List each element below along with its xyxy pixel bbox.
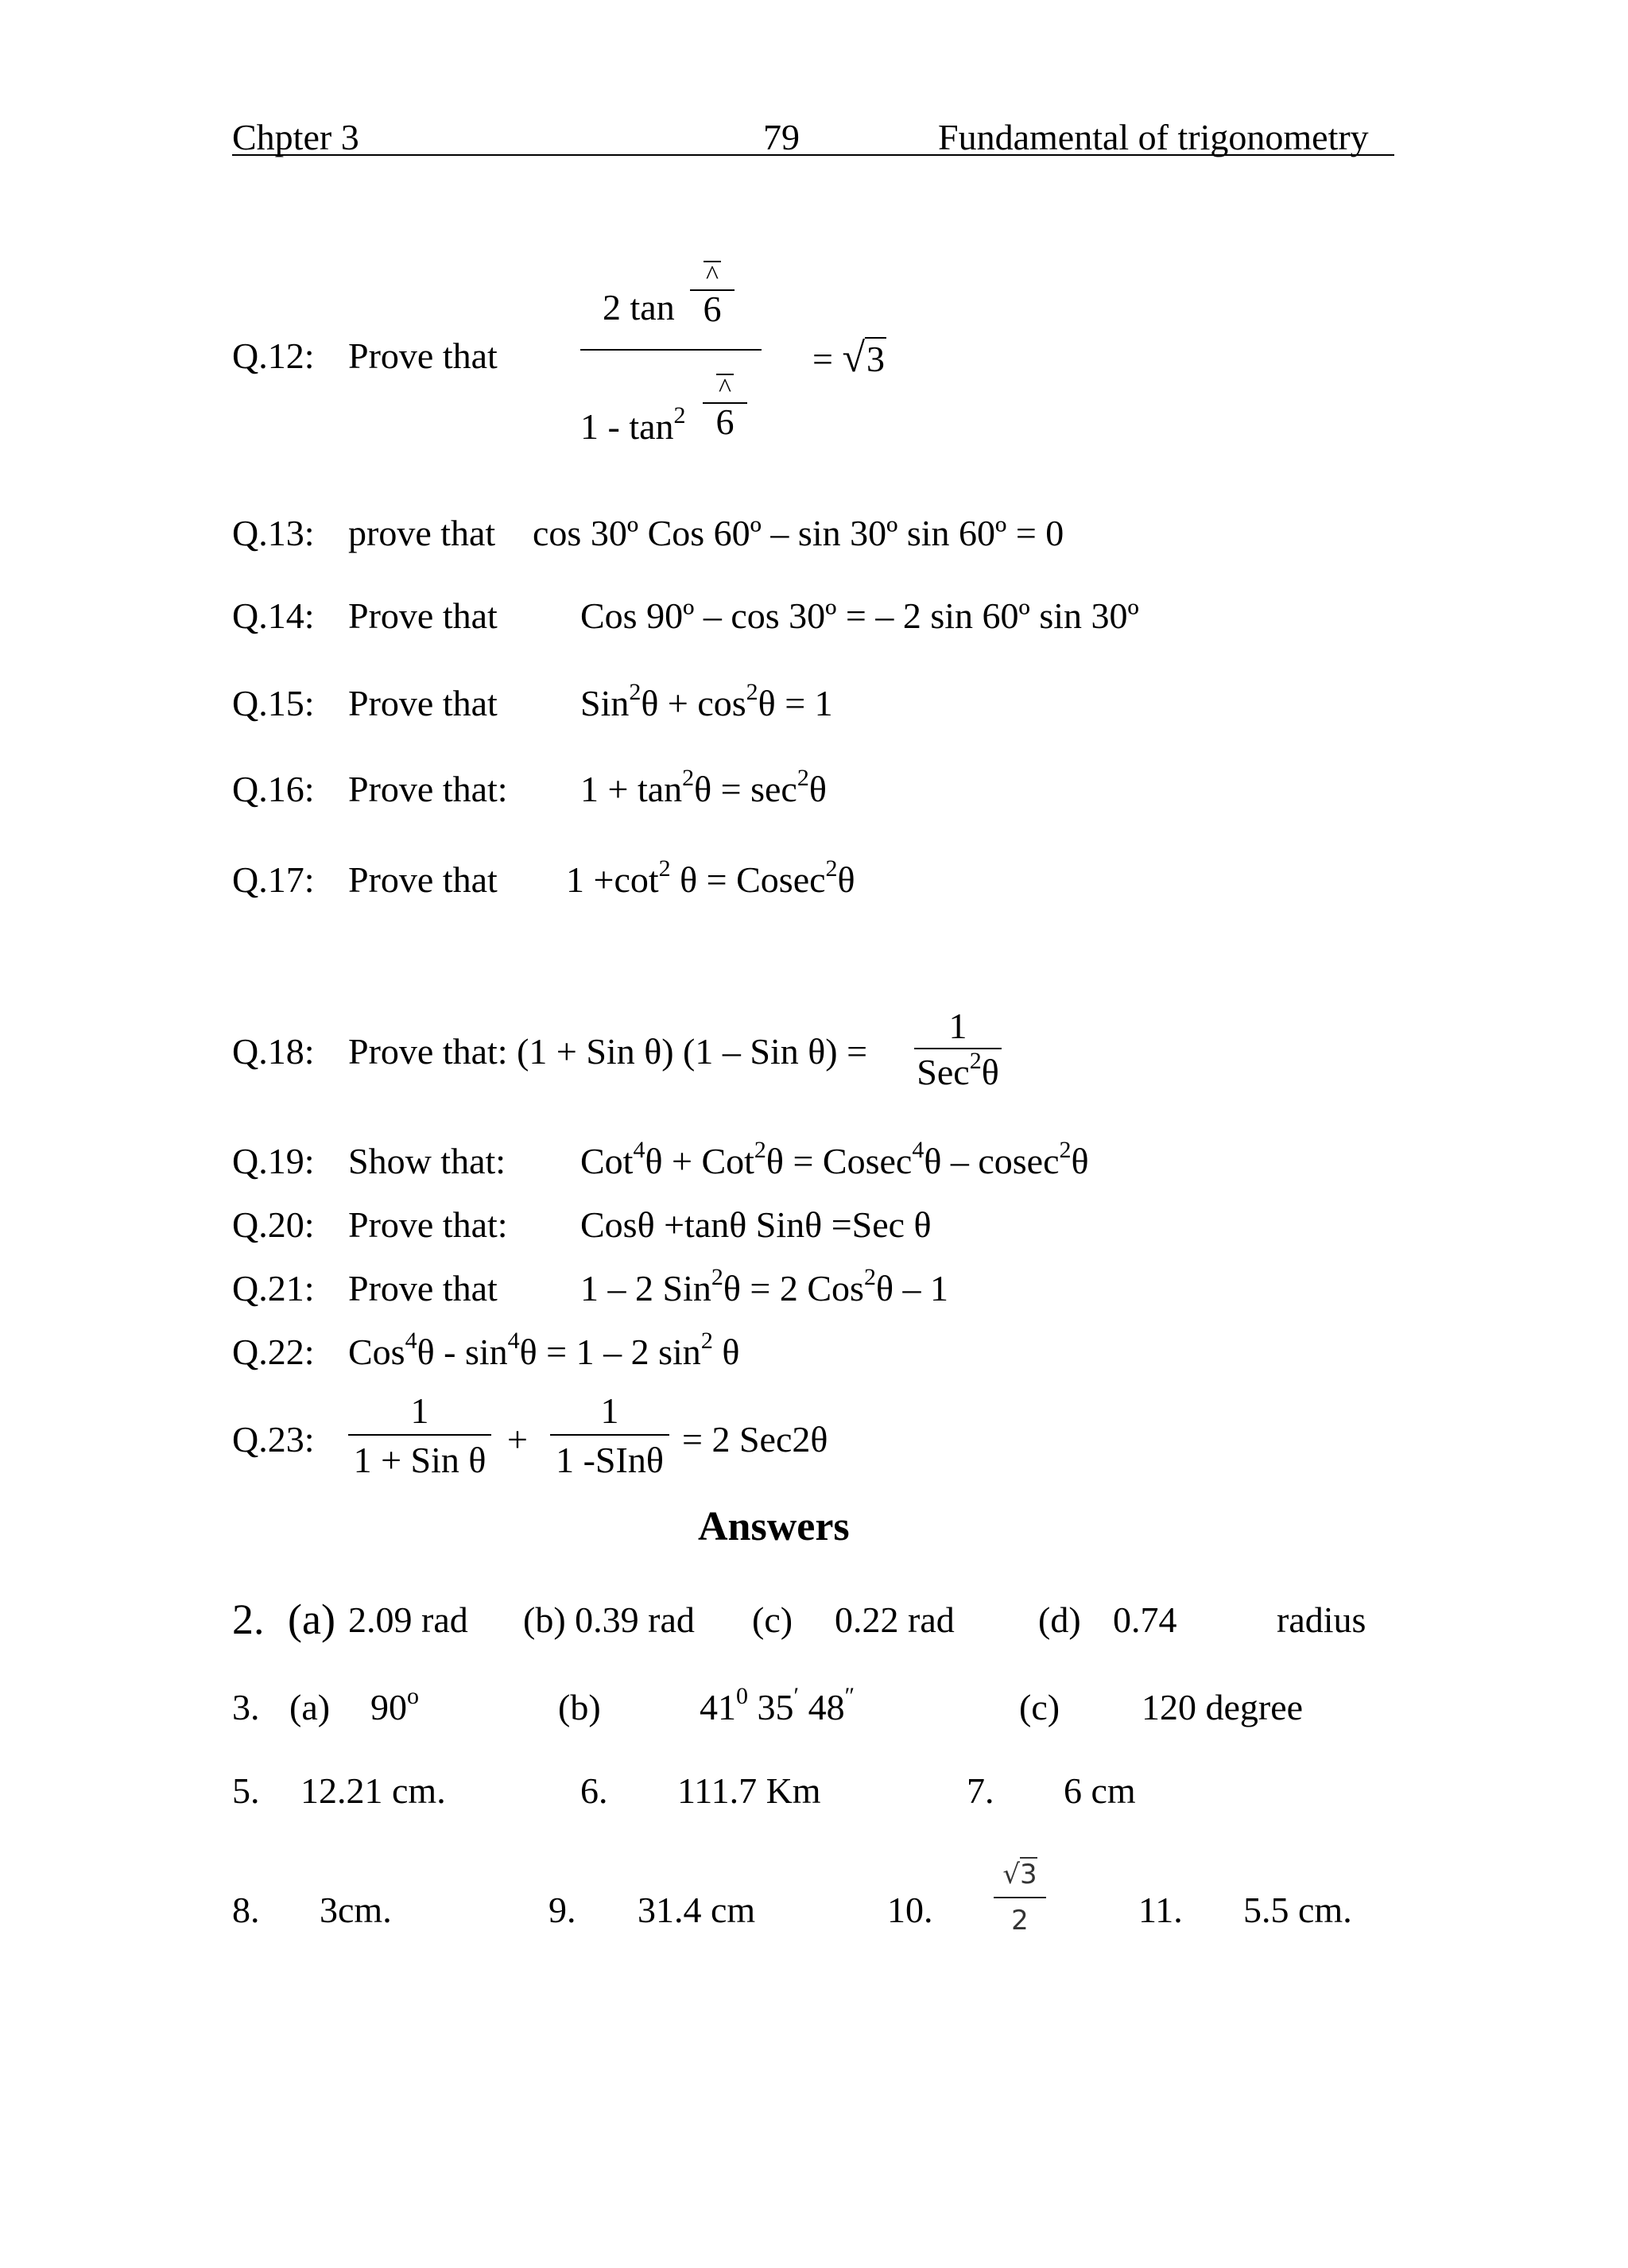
q23-numerator-1: 1 — [410, 1390, 429, 1431]
q15-lead: Prove that — [348, 683, 498, 723]
ans9-number: 9. — [548, 1890, 576, 1930]
ans10-radicand: 3 — [1020, 1859, 1037, 1890]
q23-plus: + — [507, 1419, 528, 1460]
q22-part-b: θ - sin — [417, 1332, 508, 1372]
lambda-glyph: ^ — [706, 261, 719, 290]
ans3-c-label: (c) — [1019, 1687, 1060, 1727]
q16-part-c: θ — [808, 769, 827, 809]
q16-part-a: 1 + tan — [580, 769, 683, 809]
q19-part-b: θ + Cot — [645, 1141, 754, 1181]
q22-part-a: Cos — [348, 1332, 405, 1372]
q21-expression — [580, 1264, 948, 1308]
ans7-number: 7. — [967, 1770, 994, 1811]
q21-part-a: 1 – 2 Sin — [580, 1268, 711, 1308]
q16-part-b: θ = sec — [694, 769, 797, 809]
q17-expression — [566, 855, 855, 900]
q12-rhs — [812, 335, 886, 381]
q19-part-d: θ – cosec — [924, 1141, 1060, 1181]
q19-expression — [580, 1137, 1089, 1181]
q23-denominator-2: 1 -SInθ — [556, 1440, 664, 1480]
ans11-value: 5.5 cm. — [1243, 1890, 1352, 1930]
q15-exp: 2 — [746, 679, 758, 705]
ans2-a-value: 2.09 rad — [348, 1599, 468, 1640]
ans10-denominator: 2 — [1011, 1905, 1029, 1937]
q13-expression: cos 30º Cos 60º – sin 30º sin 60º = 0 — [533, 513, 1064, 553]
ans2-d-label: (d) — [1038, 1599, 1081, 1640]
ans10-fraction — [994, 1859, 1046, 1937]
ans3-c-value: 120 degree — [1142, 1687, 1304, 1727]
q13-label: Q.13: — [232, 513, 315, 553]
q15-expression — [580, 679, 833, 723]
ans8-number: 8. — [232, 1890, 260, 1930]
q15-label: Q.15: — [232, 683, 315, 723]
q12-den-six: 6 — [715, 401, 735, 442]
q12-numerator-prefix: 2 tan — [603, 287, 675, 328]
ans3-a-num: 90 — [370, 1687, 407, 1727]
answers-heading: Answers — [698, 1504, 850, 1549]
q22-part-c: θ = 1 – 2 sin — [519, 1332, 701, 1372]
q15-part-a: Sin — [580, 683, 630, 723]
q22-part-d: θ — [712, 1332, 740, 1372]
q12-rhs-value: 3 — [866, 339, 885, 379]
q17-exp: 2 — [658, 855, 671, 882]
ans11-number: 11. — [1138, 1890, 1183, 1930]
ans3-b-deg-exp: 0 — [736, 1683, 748, 1709]
q18-denominator — [914, 1048, 1002, 1092]
ans3-b-sec-exp: ″ — [844, 1683, 855, 1709]
q21-part-c: θ – 1 — [875, 1268, 948, 1308]
q19-part-e: θ — [1071, 1141, 1089, 1181]
ans2-a-label: (a) — [288, 1595, 335, 1643]
q18-den-b: θ — [981, 1052, 999, 1092]
q13-lead: prove that — [348, 513, 496, 553]
ans3-a-label: (a) — [289, 1687, 331, 1727]
q12-denominator — [580, 402, 686, 447]
q23-label: Q.23: — [232, 1419, 315, 1460]
ans3-b-label: (b) — [558, 1687, 601, 1727]
q14-lead: Prove that — [348, 595, 498, 636]
q18-label: Q.18: — [232, 1031, 315, 1072]
q18-den-exp: 2 — [969, 1048, 982, 1074]
q23-fraction-bar-2 — [550, 1434, 669, 1436]
ans8-value: 3cm. — [320, 1890, 392, 1930]
ans3-b-sec: 48 — [799, 1687, 845, 1727]
ans3-number: 3. — [232, 1687, 260, 1727]
q17-part-b: θ = Cosec — [670, 859, 826, 900]
q23-numerator-2: 1 — [600, 1390, 619, 1431]
ans3-a-value — [370, 1683, 419, 1727]
ans3-b-value — [700, 1683, 855, 1727]
ans2-number: 2. — [232, 1595, 265, 1643]
q17-exp: 2 — [825, 855, 838, 882]
q19-label: Q.19: — [232, 1141, 315, 1181]
q16-exp: 2 — [797, 765, 809, 791]
ans9-value: 31.4 cm — [638, 1890, 756, 1930]
ans6-value: 111.7 Km — [677, 1770, 821, 1811]
ans10-fraction-bar — [994, 1897, 1046, 1898]
q21-lead: Prove that — [348, 1268, 498, 1308]
q17-lead: Prove that — [348, 859, 498, 900]
q12-denominator-exponent: 2 — [673, 402, 686, 428]
header-rule — [232, 154, 1394, 156]
q12-lead: Prove that — [348, 335, 498, 376]
q19-lead: Show that: — [348, 1141, 506, 1181]
q12-denominator-pi-over-6 — [703, 374, 747, 440]
q15-exp: 2 — [629, 679, 642, 705]
ans10-numerator — [994, 1859, 1046, 1890]
q19-exp4: 4 — [912, 1137, 924, 1163]
q18-numerator: 1 — [948, 1006, 967, 1046]
q17-label: Q.17: — [232, 859, 315, 900]
ans2-c-value: 0.22 rad — [835, 1599, 955, 1640]
q21-label: Q.21: — [232, 1268, 315, 1308]
q23-fraction-1 — [348, 1390, 491, 1480]
q18-den-a: Sec — [917, 1052, 970, 1092]
q12-denominator-prefix: 1 - tan — [580, 406, 674, 447]
q23-denominator-1: 1 + Sin θ — [353, 1440, 486, 1480]
q18-fraction-bar — [914, 1048, 1002, 1049]
q17-part-c: θ — [837, 859, 855, 900]
q23-fraction-bar-1 — [348, 1434, 491, 1436]
sqrt-icon: √ — [1002, 1859, 1021, 1890]
q21-part-b: θ = 2 Cos — [723, 1268, 864, 1308]
q20-label: Q.20: — [232, 1204, 315, 1245]
q21-exp: 2 — [863, 1264, 876, 1290]
sqrt-icon: √ — [842, 335, 865, 381]
q23-fraction-2 — [550, 1390, 669, 1480]
q18-lead: Prove that: (1 + Sin θ) (1 – Sin θ) = — [348, 1031, 868, 1072]
ans5-number: 5. — [232, 1770, 260, 1811]
q19-exp2: 2 — [754, 1137, 766, 1163]
header-page-number: 79 — [763, 117, 800, 157]
q14-label: Q.14: — [232, 595, 315, 636]
q12-label: Q.12: — [232, 335, 315, 376]
ans6-number: 6. — [580, 1770, 608, 1811]
q16-expression — [580, 765, 827, 809]
q15-part-c: θ = 1 — [758, 683, 833, 723]
q19-exp4: 4 — [633, 1137, 645, 1163]
ans10-number: 10. — [887, 1890, 933, 1930]
header-chapter: Chpter 3 — [232, 117, 359, 157]
q20-lead: Prove that: — [348, 1204, 508, 1245]
ans2-b: (b) 0.39 rad — [523, 1599, 695, 1640]
q21-exp: 2 — [711, 1264, 723, 1290]
q16-lead: Prove that: — [348, 769, 508, 809]
ans5-value: 12.21 cm. — [300, 1770, 446, 1811]
ans3-b-deg: 41 — [700, 1687, 736, 1727]
q17-part-a: 1 +cot — [566, 859, 659, 900]
q23-rhs: = 2 Sec2θ — [682, 1419, 828, 1460]
q22-exp4: 4 — [507, 1328, 520, 1354]
ans2-d-value: 0.74 — [1113, 1599, 1177, 1640]
ans2-unit: radius — [1277, 1599, 1366, 1640]
ans3-a-exp: o — [407, 1683, 419, 1709]
q12-main-fraction-bar — [580, 349, 762, 351]
q19-exp2: 2 — [1059, 1137, 1072, 1163]
lambda-glyph: ^ — [719, 374, 731, 403]
q22-label: Q.22: — [232, 1332, 315, 1372]
q19-part-c: θ = Cosec — [766, 1141, 913, 1181]
q12-num-six: 6 — [703, 289, 722, 329]
q15-part-b: θ + cos — [641, 683, 746, 723]
q19-part-a: Cot — [580, 1141, 634, 1181]
q12-rhs-equals: = — [812, 339, 833, 379]
q16-exp: 2 — [682, 765, 695, 791]
ans2-c-label: (c) — [752, 1599, 793, 1640]
ans3-b-min-exp: ′ — [793, 1683, 800, 1709]
ans7-value: 6 cm — [1064, 1770, 1136, 1811]
q14-expression: Cos 90º – cos 30º = – 2 sin 60º sin 30º — [580, 595, 1139, 636]
q16-label: Q.16: — [232, 769, 315, 809]
q20-expression: Cosθ +tanθ Sinθ =Sec θ — [580, 1204, 932, 1245]
q12-numerator-pi-over-6 — [690, 261, 735, 328]
q18-fraction — [914, 1008, 1002, 1091]
ans3-b-min: 35 — [748, 1687, 794, 1727]
q22-exp2: 2 — [700, 1328, 713, 1354]
header-topic: Fundamental of trigonometry — [938, 117, 1369, 157]
q22-exp4: 4 — [405, 1328, 417, 1354]
q22-expression — [348, 1328, 740, 1372]
